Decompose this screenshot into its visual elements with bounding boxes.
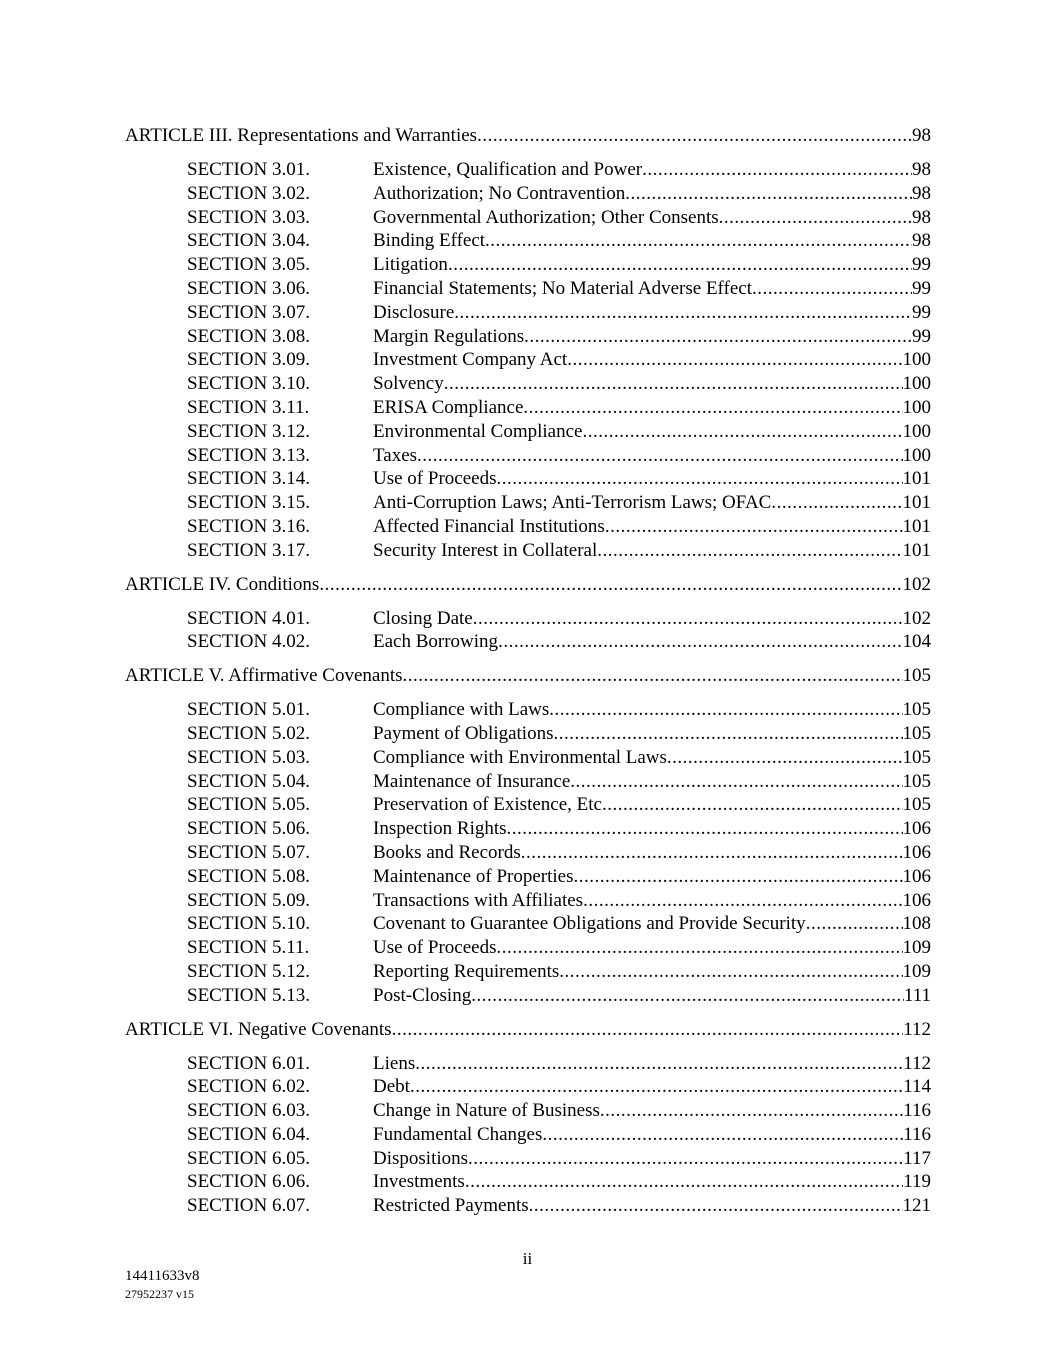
section-page: 102 [902, 607, 931, 629]
section-number: SECTION 3.08. [187, 325, 310, 347]
section-page: 111 [903, 984, 931, 1006]
dot-leader [600, 1099, 903, 1123]
dot-leader [521, 841, 903, 865]
section-page: 105 [902, 699, 931, 721]
article-title: ARTICLE IV. Conditions [125, 573, 320, 595]
section-title: Taxes [373, 444, 418, 466]
page-number: ii [522, 1249, 533, 1268]
section-list [125, 607, 931, 655]
dot-leader [471, 984, 904, 1008]
section-title: Payment of Obligations [373, 722, 554, 744]
section-number: SECTION 5.05. [187, 794, 310, 816]
toc-section-row[interactable] [125, 865, 931, 889]
section-number: SECTION 3.14. [187, 468, 310, 490]
toc-section-row[interactable] [125, 1147, 931, 1171]
section-number: SECTION 6.06. [187, 1171, 310, 1193]
section-page: 98 [912, 159, 931, 180]
section-title: Existence, Qualification and Power [373, 159, 643, 180]
section-page: 116 [903, 1123, 931, 1145]
toc-section-row[interactable] [125, 277, 931, 301]
toc-section-row[interactable] [125, 698, 931, 722]
section-page: 100 [902, 373, 931, 395]
section-page: 105 [902, 794, 931, 816]
section-title: Liens [373, 1052, 416, 1074]
section-number: SECTION 5.10. [187, 913, 310, 935]
toc-section-row[interactable] [125, 1052, 931, 1076]
section-title: Transactions with Affiliates [373, 889, 584, 911]
dot-leader [559, 960, 902, 984]
toc-section-row[interactable] [125, 206, 931, 230]
section-title: Closing Date [373, 607, 473, 629]
table-of-contents [125, 124, 931, 1228]
section-number: SECTION 3.03. [187, 206, 310, 228]
section-number: SECTION 3.17. [187, 539, 310, 561]
dot-leader [410, 1075, 903, 1099]
section-number: SECTION 3.09. [187, 349, 310, 371]
section-title: Use of Proceeds [373, 937, 497, 959]
dot-leader [602, 793, 903, 817]
section-page: 101 [902, 468, 931, 490]
section-page: 116 [903, 1100, 931, 1122]
section-page: 105 [902, 770, 931, 792]
section-number: SECTION 3.04. [187, 230, 310, 252]
section-number: SECTION 5.06. [187, 818, 310, 840]
dot-leader [719, 206, 912, 230]
toc-section-row[interactable] [125, 889, 931, 913]
dot-leader [771, 491, 902, 515]
document-id-secondary: 27952237 v15 [125, 1287, 194, 1301]
section-title: ERISA Compliance [373, 396, 524, 418]
toc-section-row[interactable] [125, 467, 931, 491]
section-page: 105 [902, 746, 931, 768]
section-title: Anti-Corruption Laws; Anti-Terrorism Laws; OFAC [373, 492, 772, 514]
section-title: Each Borrowing [373, 631, 499, 653]
toc-section-row[interactable] [125, 348, 931, 372]
toc-section-row[interactable] [125, 229, 931, 253]
toc-section-row[interactable] [125, 182, 931, 206]
section-title: Maintenance of Properties [373, 865, 574, 887]
toc-section-row[interactable] [125, 253, 931, 277]
section-page: 100 [902, 444, 931, 466]
section-title: Preservation of Existence, Etc [373, 794, 602, 816]
toc-section-row[interactable] [125, 936, 931, 960]
section-page: 112 [903, 1052, 931, 1074]
article-page: 112 [903, 1018, 931, 1040]
document-id-primary: 14411633v8 [125, 1268, 200, 1284]
section-number: SECTION 3.06. [187, 277, 310, 299]
section-title: Covenant to Guarantee Obligations and Provide Security [373, 913, 806, 935]
section-page: 106 [902, 865, 931, 887]
section-page: 99 [912, 277, 931, 299]
section-title: Binding Effect [373, 230, 486, 252]
section-page: 106 [902, 818, 931, 840]
section-page: 100 [902, 349, 931, 371]
section-number: SECTION 6.01. [187, 1052, 310, 1074]
dot-leader [496, 936, 902, 960]
section-page: 109 [902, 937, 931, 959]
dot-leader [625, 182, 912, 206]
dot-leader [417, 444, 902, 468]
toc-section-row[interactable] [125, 396, 931, 420]
section-number: SECTION 5.08. [187, 865, 310, 887]
toc-article-row[interactable] [125, 124, 931, 148]
toc-article-row[interactable] [125, 664, 931, 688]
section-page: 106 [902, 889, 931, 911]
toc-section-row[interactable] [125, 746, 931, 770]
toc-section-row[interactable] [125, 793, 931, 817]
toc-section-row[interactable] [125, 325, 931, 349]
section-list [125, 1052, 931, 1219]
article-page: 105 [902, 665, 931, 687]
article-page: 102 [902, 573, 931, 595]
dot-leader [468, 1147, 903, 1171]
section-title: Financial Statements; No Material Adverse Effect [373, 277, 753, 299]
dot-leader [415, 1052, 903, 1076]
section-number: SECTION 6.03. [187, 1100, 310, 1122]
dot-leader [507, 817, 903, 841]
section-page: 101 [902, 492, 931, 514]
toc-section-row[interactable] [125, 158, 931, 182]
dot-leader [403, 664, 903, 688]
section-title: Affected Financial Institutions [373, 515, 605, 537]
toc-section-row[interactable] [125, 1170, 931, 1194]
dot-leader [549, 698, 902, 722]
section-page: 99 [912, 301, 931, 323]
toc-section-row[interactable] [125, 960, 931, 984]
dot-leader [529, 1194, 903, 1218]
section-page: 104 [902, 631, 931, 653]
section-title: Margin Regulations [373, 325, 525, 347]
section-number: SECTION 5.07. [187, 841, 310, 863]
dot-leader [605, 515, 903, 539]
section-number: SECTION 3.12. [187, 420, 310, 442]
toc-section-row[interactable] [125, 770, 931, 794]
section-page: 99 [912, 325, 931, 347]
section-title: Inspection Rights [373, 818, 507, 840]
section-title: Debt [373, 1076, 410, 1098]
toc-section-row[interactable] [125, 1123, 931, 1147]
section-number: SECTION 4.02. [187, 631, 310, 653]
section-title: Disclosure [373, 301, 455, 323]
section-number: SECTION 5.12. [187, 960, 310, 982]
dot-leader [524, 325, 912, 349]
dot-leader [448, 253, 912, 277]
section-title: Authorization; No Contravention [373, 182, 626, 204]
toc-section-row[interactable] [125, 1099, 931, 1123]
section-page: 105 [902, 722, 931, 744]
section-title: Maintenance of Insurance [373, 770, 571, 792]
section-title: Security Interest in Collateral [373, 539, 598, 561]
section-number: SECTION 4.01. [187, 607, 310, 629]
section-number: SECTION 6.07. [187, 1195, 310, 1217]
article-page: 98 [912, 125, 931, 146]
section-number: SECTION 5.13. [187, 984, 310, 1006]
section-number: SECTION 5.01. [187, 699, 310, 721]
section-number: SECTION 3.11. [187, 396, 310, 418]
section-page: 98 [912, 182, 931, 204]
dot-leader [498, 630, 902, 654]
section-title: Restricted Payments [373, 1195, 529, 1217]
dot-leader [667, 746, 903, 770]
dot-leader [553, 722, 902, 746]
toc-section-row[interactable] [125, 420, 931, 444]
toc-section-row[interactable] [125, 1194, 931, 1218]
section-title: Investment Company Act [373, 349, 568, 371]
section-number: SECTION 5.09. [187, 889, 310, 911]
dot-leader [465, 1170, 903, 1194]
section-page: 100 [902, 420, 931, 442]
section-title: Investments [373, 1171, 465, 1193]
dot-leader [597, 539, 902, 563]
dot-leader [444, 372, 903, 396]
section-page: 117 [903, 1147, 931, 1169]
section-number: SECTION 3.16. [187, 515, 310, 537]
toc-section-row[interactable] [125, 444, 931, 468]
section-title: Fundamental Changes [373, 1123, 543, 1145]
dot-leader [573, 865, 902, 889]
toc-section-row[interactable] [125, 607, 931, 631]
section-page: 99 [912, 254, 931, 276]
dot-leader [570, 770, 902, 794]
toc-section-row[interactable] [125, 841, 931, 865]
section-title: Governmental Authorization; Other Consents [373, 206, 719, 228]
toc-section-row[interactable] [125, 722, 931, 746]
section-number: SECTION 5.11. [187, 937, 310, 959]
toc-section-row[interactable] [125, 515, 931, 539]
toc-article-row[interactable] [125, 1018, 931, 1042]
dot-leader [806, 912, 903, 936]
article-title: ARTICLE III. Representations and Warranties [125, 125, 478, 146]
section-title: Reporting Requirements [373, 960, 560, 982]
section-page: 98 [912, 206, 931, 228]
section-title: Use of Proceeds [373, 468, 497, 490]
toc-section-row[interactable] [125, 539, 931, 563]
section-page: 114 [903, 1076, 931, 1098]
section-title: Litigation [373, 254, 448, 276]
toc-section-row[interactable] [125, 1075, 931, 1099]
toc-section-row[interactable] [125, 372, 931, 396]
section-number: SECTION 3.10. [187, 373, 310, 395]
section-page: 101 [902, 539, 931, 561]
section-number: SECTION 5.03. [187, 746, 310, 768]
dot-leader [392, 1018, 904, 1042]
section-title: Books and Records [373, 841, 521, 863]
dot-leader [752, 277, 912, 301]
section-page: 101 [902, 515, 931, 537]
section-page: 108 [902, 913, 931, 935]
toc-section-row[interactable] [125, 817, 931, 841]
dot-leader [477, 124, 912, 148]
article-title: ARTICLE VI. Negative Covenants [125, 1018, 392, 1040]
section-number: SECTION 5.02. [187, 722, 310, 744]
toc-section-row[interactable] [125, 984, 931, 1008]
section-number: SECTION 5.04. [187, 770, 310, 792]
dot-leader [542, 1123, 903, 1147]
section-title: Compliance with Environmental Laws [373, 746, 667, 768]
dot-leader [473, 607, 903, 631]
section-page: 119 [903, 1171, 931, 1193]
section-number: SECTION 3.01. [187, 159, 310, 180]
section-number: SECTION 6.02. [187, 1076, 310, 1098]
section-number: SECTION 3.05. [187, 254, 310, 276]
section-page: 100 [902, 396, 931, 418]
article-title: ARTICLE V. Affirmative Covenants [125, 665, 403, 687]
section-number: SECTION 3.07. [187, 301, 310, 323]
toc-section-row[interactable] [125, 301, 931, 325]
section-title: Post-Closing [373, 984, 472, 1006]
section-number: SECTION 3.02. [187, 182, 310, 204]
section-title: Environmental Compliance [373, 420, 583, 442]
section-title: Compliance with Laws [373, 699, 550, 721]
dot-leader [582, 420, 902, 444]
dot-leader [319, 573, 902, 597]
section-title: Dispositions [373, 1147, 469, 1169]
section-page: 109 [902, 960, 931, 982]
toc-article-row[interactable] [125, 573, 931, 597]
dot-leader [523, 396, 902, 420]
section-page: 121 [902, 1195, 931, 1217]
section-number: SECTION 6.04. [187, 1123, 310, 1145]
section-number: SECTION 3.13. [187, 444, 310, 466]
toc-section-row[interactable] [125, 630, 931, 654]
section-list [125, 698, 931, 1007]
section-page: 106 [902, 841, 931, 863]
section-number: SECTION 3.15. [187, 492, 310, 514]
toc-section-row[interactable] [125, 912, 931, 936]
section-list [125, 158, 931, 563]
dot-leader [485, 229, 912, 253]
toc-section-row[interactable] [125, 491, 931, 515]
section-title: Change in Nature of Business [373, 1100, 600, 1122]
dot-leader [642, 158, 912, 182]
dot-leader [583, 889, 902, 913]
dot-leader [454, 301, 912, 325]
section-number: SECTION 6.05. [187, 1147, 310, 1169]
section-title: Solvency [373, 373, 444, 395]
section-page: 98 [912, 230, 931, 252]
dot-leader [496, 467, 902, 491]
dot-leader [567, 348, 902, 372]
